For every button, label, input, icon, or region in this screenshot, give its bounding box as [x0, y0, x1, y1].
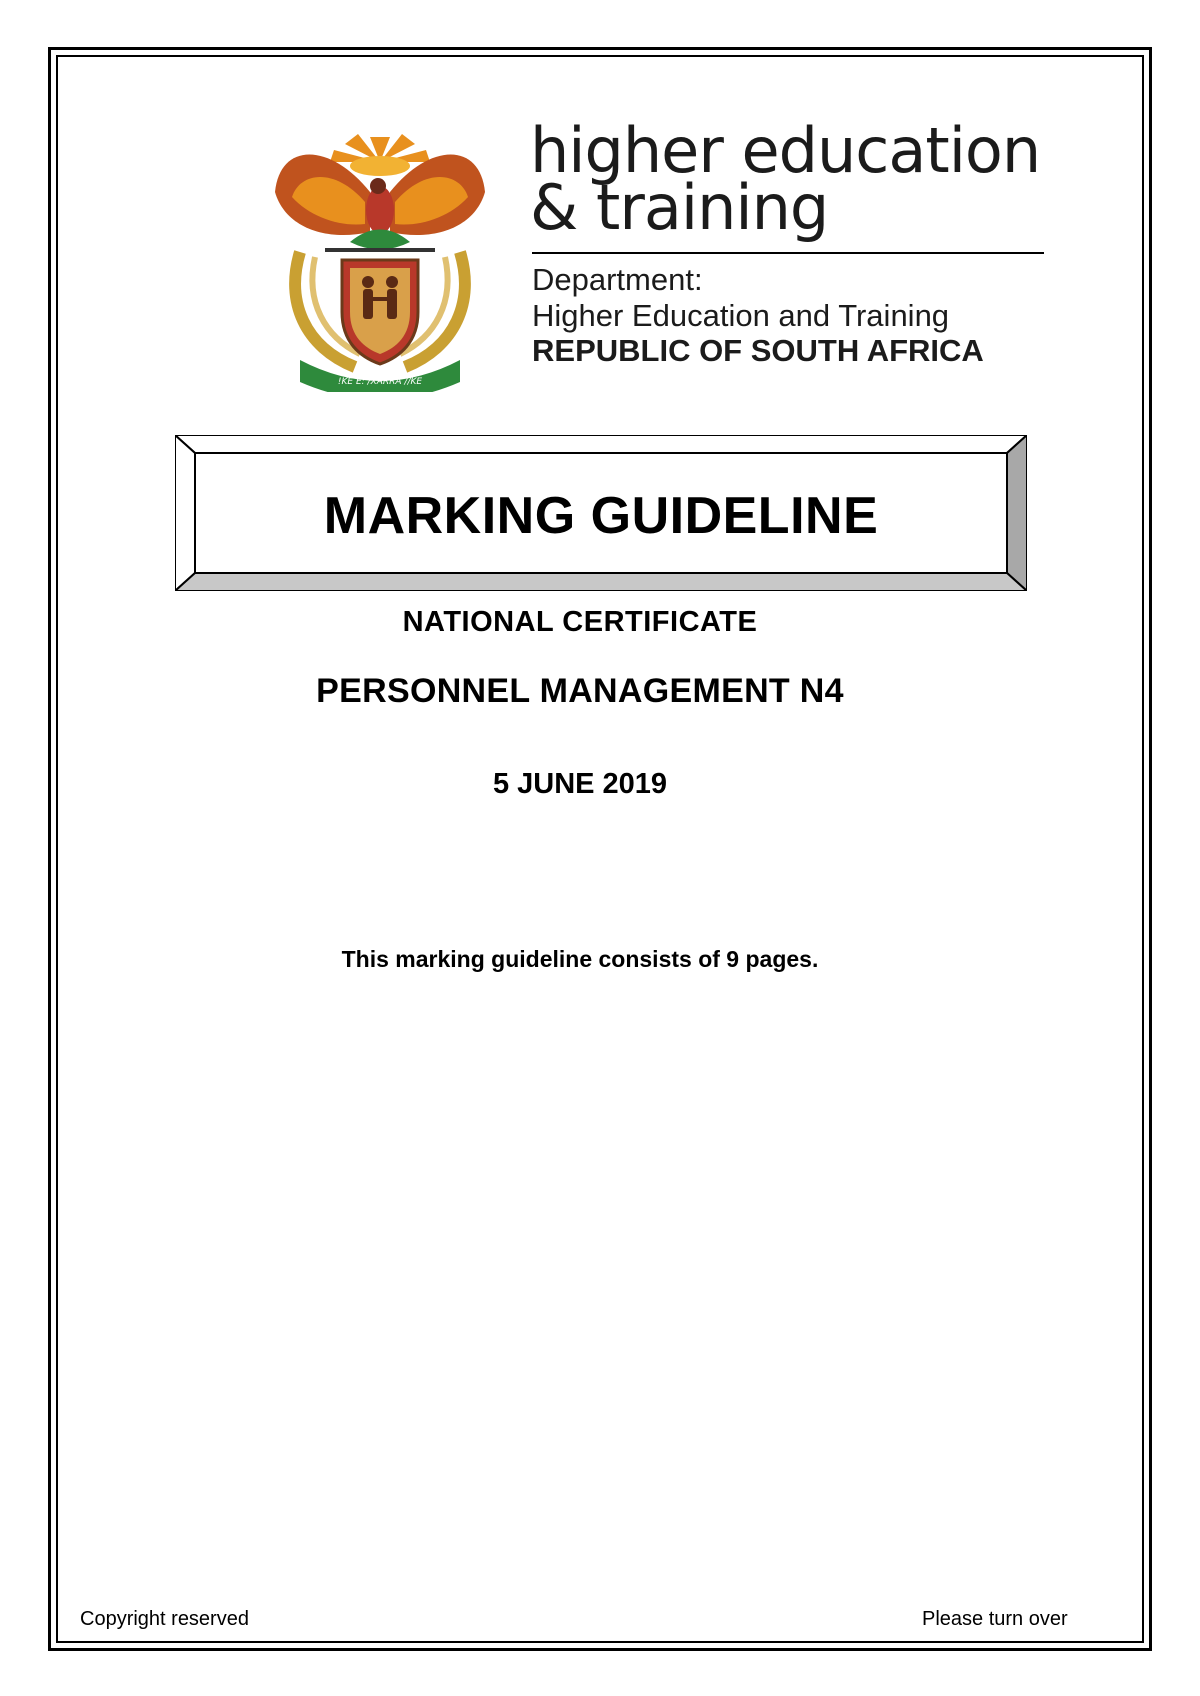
turn-over-notice: Please turn over	[922, 1608, 1068, 1630]
page-count-note: This marking guideline consists of 9 pages.	[341, 946, 819, 972]
certificate-level: NATIONAL CERTIFICATE	[402, 606, 758, 638]
brand-line-1: higher education	[530, 114, 1041, 187]
coat-of-arms-icon	[270, 132, 490, 392]
brand-divider	[532, 252, 1044, 254]
exam-date: 5 JUNE 2019	[492, 768, 668, 800]
document-title: MARKING GUIDELINE	[323, 487, 879, 545]
department-label: Department:	[532, 262, 703, 297]
copyright-notice: Copyright reserved	[80, 1608, 249, 1630]
brand-title	[530, 114, 1050, 244]
country-name: REPUBLIC OF SOUTH AFRICA	[532, 333, 984, 368]
svg-text:!KE E: /XARRA //KE: !KE E: /XARRA //KE	[337, 377, 423, 387]
subject-name: PERSONNEL MANAGEMENT N4	[316, 672, 844, 710]
brand-line-2: & training	[530, 171, 829, 244]
department-name: Higher Education and Training	[532, 298, 950, 333]
